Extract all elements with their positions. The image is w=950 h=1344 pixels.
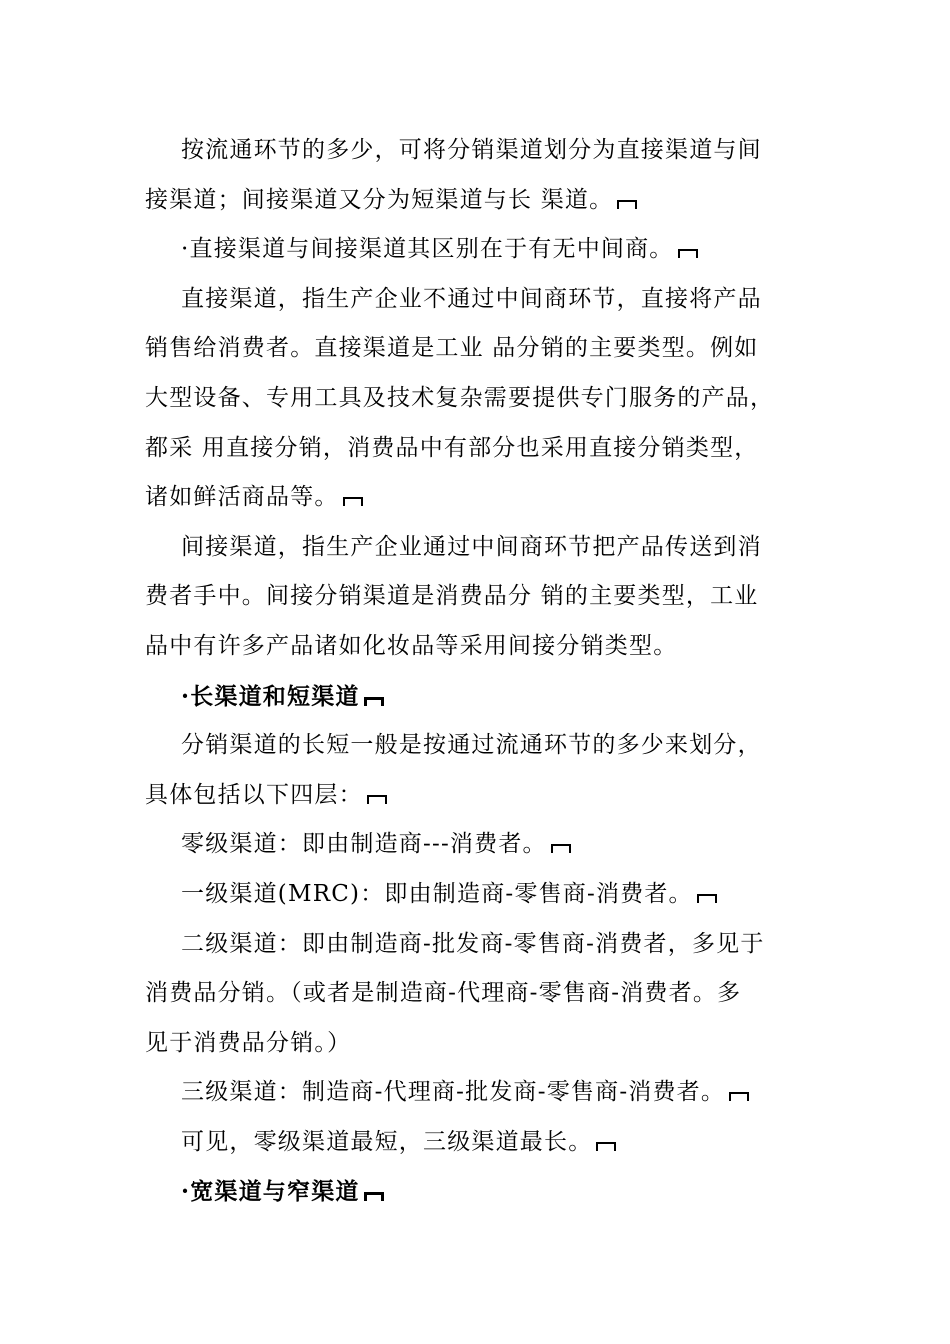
line-text: 销售给消费者。直接渠道是工业 品分销的主要类型。例如 [145,335,759,362]
line-text: 费者手中。间接分销渠道是消费品分 销的主要类型，工业 [145,583,759,610]
line-text: 分销渠道的长短一般是按通过流通环节的多少来划分， [181,732,762,759]
text-line [145,126,815,176]
paragraph-mark-icon [551,844,571,853]
paragraph-mark-icon [678,249,698,258]
heading-text: ·长渠道和短渠道 [181,682,360,710]
paragraph-mark-icon [367,795,387,804]
line-text: ·直接渠道与间接渠道其区别在于有无中间商。 [181,236,674,263]
paragraph-mark-icon [729,1092,749,1101]
line-text: 具体包括以下四层： [145,781,363,808]
text-line [145,721,815,771]
text-line [145,1019,815,1069]
line-text: 三级渠道：制造商-代理商-批发商-零售商-消费者。 [181,1079,726,1106]
line-text: 消费品分销。（或者是制造商-代理商-零售商-消费者。多 [145,980,742,1007]
text-line [145,572,815,622]
line-text: 可见，零级渠道最短，三级渠道最长。 [181,1128,593,1155]
document-body [145,126,815,1217]
line-text: 间接渠道，指生产企业通过中间商环节把产品传送到消 [181,533,762,560]
text-line [145,275,815,325]
line-text: 零级渠道：即由制造商---消费者。 [181,831,547,858]
text-line [145,870,815,920]
text-line [145,473,815,523]
section-heading [145,1167,815,1217]
text-line [145,374,815,424]
text-line [145,920,815,970]
heading-text: ·宽渠道与窄渠道 [181,1178,360,1206]
line-text: 品中有许多产品诸如化妆品等采用间接分销类型。 [145,632,678,659]
paragraph-mark-icon [617,200,637,209]
text-line [145,969,815,1019]
text-line [145,820,815,870]
section-heading [145,672,815,722]
text-line [145,176,815,226]
line-text: 按流通环节的多少，可将分销渠道划分为直接渠道与间 [181,137,762,163]
text-line [145,771,815,821]
paragraph-mark-icon [596,1142,616,1151]
text-line [145,1118,815,1168]
text-line [145,1068,815,1118]
text-line [145,622,815,672]
line-text: 见于消费品分销。） [145,1029,352,1056]
line-text: 直接渠道，指生产企业不通过中间商环节，直接将产品 [181,285,762,312]
paragraph-mark-icon [364,697,384,706]
paragraph-mark-icon [364,1192,384,1201]
text-line [145,424,815,474]
line-text: 诸如鲜活商品等。 [145,484,339,511]
paragraph-mark-icon [343,497,363,506]
paragraph-mark-icon [697,894,717,903]
line-text: 大型设备、专用工具及技术复杂需要提供专门服务的产品， [145,384,775,411]
line-text: 一级渠道(MRC)：即由制造商-零售商-消费者。 [181,880,693,907]
text-line [145,225,815,275]
line-text: 二级渠道：即由制造商-批发商-零售商-消费者，多见于 [181,930,765,957]
text-line [145,523,815,573]
line-text: 都采 用直接分销，消费品中有部分也采用直接分销类型， [145,434,759,461]
line-text: 接渠道；间接渠道又分为短渠道与长 渠道。 [145,186,614,213]
text-line [145,324,815,374]
